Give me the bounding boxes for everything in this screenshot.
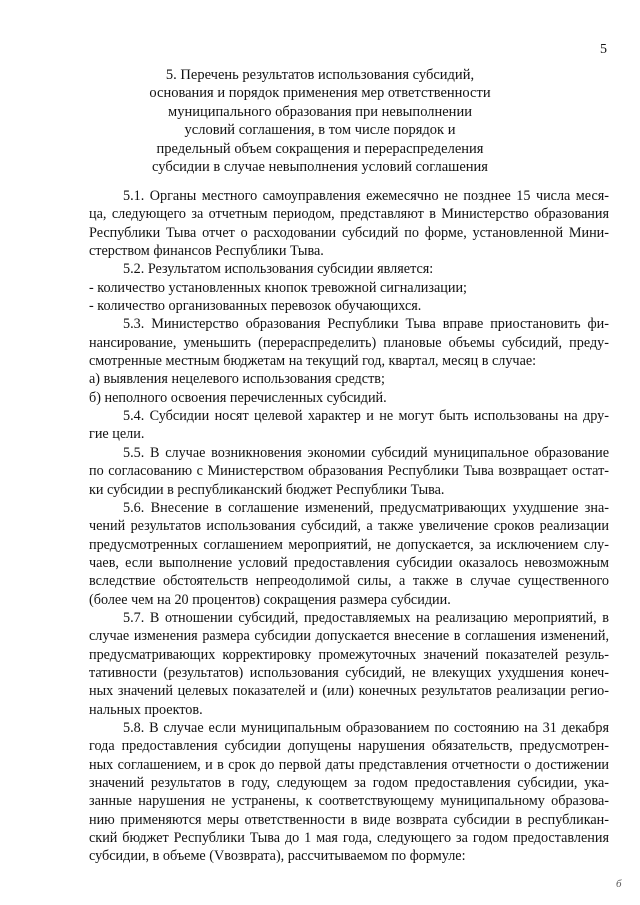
heading-line: субсидии в случае невыполнения условий соглашения (152, 159, 488, 176)
paragraph-line: предусмотренных соглашением мероприятий, не допускается, за исключением слу- (89, 536, 609, 553)
paragraph-line: 5.4. Субсидии носят целевой характер и не могут быть использованы на дру- (123, 408, 609, 425)
heading-line: основания и порядок применения мер ответственности (149, 85, 491, 102)
paragraph-line: 5.2. Результатом использования субсидии является: (123, 261, 434, 278)
heading-line: условий соглашения, в том числе порядок и (184, 122, 456, 139)
corner-mark: б (616, 878, 622, 890)
paragraph-line: ки субсидии в республиканский бюджет Республики Тыва. (89, 481, 445, 498)
paragraph-line: 5.6. Внесение в соглашение изменений, предусматривающих ухудшение зна- (123, 499, 609, 516)
paragraph-line: гие цели. (89, 426, 145, 443)
heading-line: 5. Перечень результатов использования субсидий, (165, 67, 475, 83)
paragraph-line: года предоставления субсидии допущены нарушения обязательств, предусмотрен- (89, 738, 609, 755)
paragraph-line: случае изменения размера субсидии допускается внесение в соглашения изменений, (89, 628, 609, 645)
heading-line: предельный объем сокращения и перераспределения (156, 140, 484, 157)
paragraph-line: 5.3. Министерство образования Республики Тыва вправе приостановить фи- (123, 316, 609, 333)
paragraph-line: (более чем на 20 процентов) сокращения размера субсидии. (89, 591, 451, 608)
paragraph-line: 5.5. В случае возникновения экономии субсидий муниципальное образование (123, 444, 609, 461)
paragraph-line: занные нарушения не устранены, к соответствующему муниципальному образова- (89, 793, 609, 810)
paragraph-line: стерством финансов Республики Тыва. (89, 243, 324, 260)
paragraph-line: смотренные местным бюджетам на текущий год, квартал, месяц в случае: (89, 353, 537, 370)
paragraph-line: по согласованию с Министерством образования Республики Тыва возвращает остат- (89, 463, 609, 480)
paragraph-line: вследствие обстоятельств непреодолимой силы, а также в случае существенного (89, 573, 609, 590)
list-item: б) неполного освоения перечисленных субсидий. (89, 389, 387, 406)
paragraph-line: чений результатов использования субсидий, а также увеличение сроков реализации (89, 518, 609, 535)
paragraph-line: 5.8. В случае если муниципальным образованием по состоянию на 31 декабря (123, 719, 609, 736)
paragraph-line: ский бюджет Республики Тыва до 1 мая года, следующего за годом предоставления (89, 830, 609, 847)
paragraph-line: нансирование, уменьшить (перераспределить) плановые объемы субсидий, преду- (89, 334, 609, 351)
paragraph-line: нальных проектов. (89, 701, 203, 718)
section-heading (0, 66, 640, 176)
paragraph-line: нию применяются меры ответственности в виде возврата субсидии в республикан- (89, 811, 609, 828)
section-body (89, 187, 609, 866)
paragraph-line: ных значений целевых показателей и (или) конечных результатов реализации регио- (89, 683, 609, 700)
paragraph-line: 5.1. Органы местного самоуправления ежемесячно не позднее 15 числа меся- (123, 188, 609, 204)
page-number: 5 (600, 42, 607, 57)
paragraph-line: 5.7. В отношении субсидий, предоставляемых на реализацию мероприятий, в (123, 609, 609, 626)
list-item: а) выявления нецелевого использования средств; (89, 371, 385, 388)
paragraph-line: значений результатов в году, следующем за годом предоставления субсидии, ука- (89, 775, 609, 791)
paragraph-line: ных соглашением, и в срок до первой даты представления отчетности о достижении (89, 756, 609, 773)
list-item: - количество организованных перевозок обучающихся. (89, 298, 422, 315)
list-item: - количество установленных кнопок тревожной сигнализации; (89, 279, 467, 296)
paragraph-line: чаев, если выполнение условий предоставления субсидии оказалось невозможным (89, 554, 609, 571)
paragraph-line: Республики Тыва отчет о расходовании субсидий по форме, установленной Мини- (89, 224, 609, 241)
paragraph-line: субсидии, в объеме (Vвозврата), рассчитываемом по формуле: (89, 848, 466, 865)
heading-line: муниципального образования при невыполнении (168, 103, 472, 120)
paragraph-line: ца, следующего за отчетным периодом, представляют в Министерство образования (89, 206, 609, 223)
paragraph-line: предусматривающих корректировку промежуточных значений показателей резуль- (89, 646, 609, 663)
paragraph-line: тативности (результатов) использования субсидий, не влекущих ухудшения конеч- (89, 664, 609, 681)
